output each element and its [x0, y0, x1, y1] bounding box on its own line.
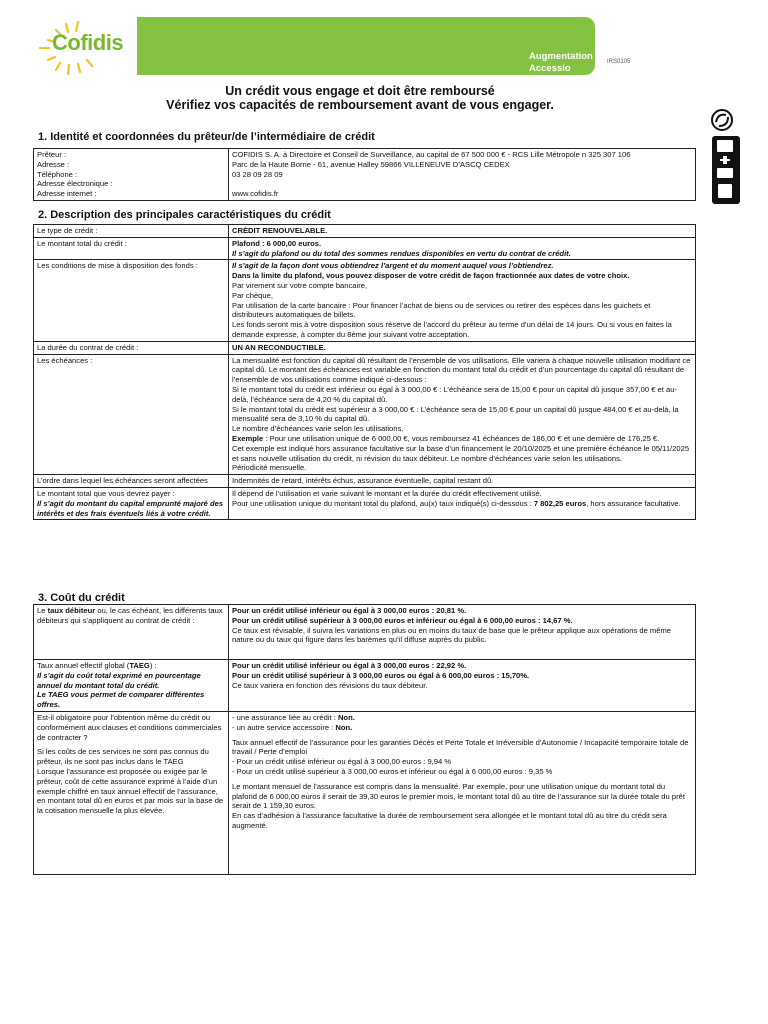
- installments-line-3: Si le montant total du crédit est supérieur à 3 000,00 € : L’échéance sera de 15,00 € pour un capital dû jusque 484,00 € et au-delà, la mensualité sera de 3,10 % du capital dû.: [232, 404, 679, 424]
- installments-line-2: Si le montant total du crédit est inférieur ou égal à 3 000,00 € : L’échéance sera de 15,00 € pour un capital dû jusque 357,00 € et au-delà, l’échéance sera de 4,20 % du capital dû.: [232, 384, 677, 404]
- debit-label-prefix: Le: [37, 606, 48, 615]
- conditions-line-6: Les fonds seront mis à votre disposition sous réserve de l’accord du prêteur au terme d’un délai de 14 jours. Ou si vous en faites la demande expresse, à compter du 8ème jour suivant votre acceptation.: [232, 320, 672, 339]
- value-lender: COFIDIS S. A. à Directoire et Conseil de Surveillance, au capital de 67 500 000 € - RCS Lille Métropole n 325 307 106: [232, 150, 631, 159]
- total-due-suffix: , hors assurance facultative.: [586, 498, 681, 508]
- conditions-line-4: Par chèque,: [232, 290, 273, 300]
- debit-label-suffix: ou, le cas échéant, les différents taux débiteurs qui s’appliquent au contrat de crédit :: [37, 606, 223, 625]
- taeg-note-2: Le TAEG vous permet de comparer différentes offres.: [37, 690, 205, 710]
- taeg-note: Ce taux variera en fonction des révisions du taux débiteur.: [232, 680, 428, 690]
- total-value-cell: [229, 237, 696, 260]
- taeg-cell: [229, 660, 696, 712]
- duration-value: UN AN RECONDUCTIBLE.: [229, 341, 696, 354]
- type-label: Le type de crédit :: [34, 225, 229, 238]
- insurance-linked-value: Non.: [337, 712, 355, 722]
- debit-rate-label: [34, 605, 229, 660]
- taeg-note-1: Il s’agit du coût total exprimé en pourcentage annuel du montant total du crédit.: [37, 670, 201, 690]
- accessory-service-label: - un autre service accessoire :: [232, 722, 336, 732]
- intro-warning: [150, 84, 570, 112]
- cofidis-logo-text: Cofidis: [52, 30, 124, 55]
- conditions-label: Les conditions de mise à disposition des fonds :: [34, 260, 229, 341]
- order-value: Indemnités de retard, intérêts échus, assurance éventuelle, capital restant dû.: [229, 475, 696, 488]
- section-2-title: 2. Description des principales caractéristiques du crédit: [38, 209, 331, 221]
- insurance-rate-intro: Taux annuel effectif de l’assurance pour les garanties Décès et Perte Totale et Irréversible d’Autonomie / Incapacité temporaire totale de travail / Perte d’emploi: [232, 737, 689, 757]
- value-email: [232, 179, 692, 189]
- installments-line-6: Cet exemple est indiqué hors assurance facultative sur la base d’un financement le 20/10/2025 et une première échéance le 05/11/2025 et sans nouvelle utilisation du crédit, ni révision du taux débiteur. Le nombre d’échéances varie selon les utilisations.: [232, 443, 690, 463]
- total-label: Le montant total du crédit :: [34, 237, 229, 260]
- taeg-label-bold: TAEG: [129, 661, 150, 670]
- cost-table: [33, 604, 696, 875]
- conditions-line-2: Dans la limite du plafond, vous pouvez disposer de votre crédit de façon fractionnée aux dates de votre choix.: [232, 271, 630, 281]
- debit-label-bold: taux débiteur: [47, 606, 96, 615]
- sort-bins-icon: [717, 140, 733, 198]
- insurance-label-cell: [34, 711, 229, 874]
- section-1-title: 1. Identité et coordonnées du prêteur/de l’intermédiaire de crédit: [38, 131, 375, 143]
- total-due-line-2: [232, 499, 692, 509]
- taeg-rate-2: Pour un crédit utilisé supérieur à 3 000,00 euros ou égal à 6 000,00 euros : 15,70%.: [232, 670, 530, 680]
- duration-label: La durée du contrat de crédit :: [34, 341, 229, 354]
- taeg-label-cell: [34, 660, 229, 712]
- conditions-line-3: Par virement sur votre compte bancaire,: [232, 280, 368, 290]
- insurance-cell: [229, 711, 696, 874]
- taeg-label-prefix: Taux annuel effectif global (: [37, 661, 130, 670]
- insurance-linked-label: - une assurance liée au crédit :: [232, 712, 338, 722]
- intro-line-1: Un crédit vous engage et doit être remboursé: [225, 84, 495, 98]
- total-note: Il s’agit du plafond ou du total des sommes rendues disponibles en vertu du contrat de crédit.: [232, 248, 571, 258]
- characteristics-table: [33, 224, 696, 520]
- accessory-service-value: Non.: [335, 722, 353, 732]
- installments-label: Les échéances :: [34, 354, 229, 475]
- section-3-title: 3. Coût du crédit: [38, 592, 125, 604]
- value-address: Parc de la Haute Borne - 61, avenue Halley 59866 VILLENEUVE D’ASCQ CEDEX: [232, 159, 510, 169]
- total-value: Plafond : 6 000,00 euros.: [232, 238, 322, 248]
- label-email: Adresse électronique :: [37, 179, 113, 189]
- type-value: CRÉDIT RENOUVELABLE.: [229, 225, 696, 238]
- conditions-line-5: Par utilisation de la carte bancaire : Pour financer l’achat de biens ou de services ou retirer des espèces dans les guichets et distributeurs automatiques de billets.: [232, 300, 651, 320]
- total-due-label: Le montant total que vous devrez payer :: [37, 488, 175, 498]
- taeg-label-suffix: ) :: [149, 661, 157, 670]
- banner-line-1: Augmentation: [529, 51, 593, 62]
- label-website: Adresse internet :: [37, 189, 97, 199]
- total-due-note: Il s’agit du montant du capital emprunté majoré des intérêts et des frais éventuels liés à votre crédit.: [37, 498, 224, 518]
- installments-line-1: La mensualité est fonction du capital dû résultant de l’ensemble de vos utilisations. Elle variera à chaque nouvelle utilisation modifiant ce capital dû. Le montant des échéances est variable en fonction du montant total du crédit et d’un pourcentage du capital dû résultant de l’ensemble de vos utilisations comme indiqué ci-dessous :: [232, 355, 691, 385]
- banner-line-2: Accessio: [529, 63, 571, 74]
- insurance-rate-1: - Pour un crédit utilisé inférieur ou égal à 3 000,00 euros : 9,94 %: [232, 757, 452, 767]
- banner-title: [529, 51, 593, 75]
- total-due-cell: [229, 487, 696, 519]
- debit-rate-1: Pour un crédit utilisé inférieur ou égal à 3 000,00 euros : 20,81 %.: [232, 606, 467, 615]
- insurance-question: Est-il obligatoire pour l’obtention même du crédit ou conformément aux clauses et conditions commerciales de contracter ?: [37, 712, 222, 742]
- identity-values: [229, 149, 696, 201]
- installments-cell: [229, 354, 696, 475]
- debit-rate-cell: [229, 605, 696, 660]
- installments-line-4: Le nombre d’échéances varie selon les utilisations.: [232, 424, 404, 434]
- insurance-taeg-note: Si les coûts de ces services ne sont pas connus du prêteur, ils ne sont pas inclus dans le TAEG: [37, 747, 209, 767]
- identity-table: [33, 148, 696, 201]
- value-phone: 03 28 09 28 09: [232, 169, 283, 179]
- insurance-cost-note: Lorsque l’assurance est proposée ou exigée par le prêteur, coût de cette assurance exprimé à l’aide d’un exemple chiffré en taux annuel effectif de l’assurance, en montant total dû en euros et par mois sur la base de la cotisation mensuelle la plus élevée.: [37, 766, 224, 816]
- example-text: : Pour une utilisation unique de 6 000,00 €, vous remboursez 41 échéances de 186,00 € et une dernière de 176,25 €.: [263, 433, 660, 443]
- insurance-monthly-example: Le montant mensuel de l’assurance est compris dans la mensualité. Par exemple, pour une utilisation unique du montant total du plafond de 6 000,00 euros il serait de 39,30 euros le premier mois, le montant total dû au titre de l’assurance sur la durée totale du prêt serait de 1 159,30 euros.: [232, 781, 685, 811]
- identity-labels: [34, 149, 229, 201]
- doc-code: IRS0105: [607, 59, 631, 65]
- debit-rate-note: Ce taux est révisable, il suivra les variations en plus ou en moins du taux de base que le prêteur applique aux opérations de même nature ou du taux qui figure dans les barèmes qu’il diffuse auprès du public.: [232, 625, 672, 645]
- value-website[interactable]: www.cofidis.fr: [232, 189, 279, 199]
- example-label: Exemple: [232, 433, 264, 443]
- recycle-icon: [712, 110, 732, 130]
- conditions-line-1: Il s’agit de la façon dont vous obtiendrez l’argent et du moment auquel vous l’obtiendrez.: [232, 261, 554, 271]
- intro-line-2: Vérifiez vos capacités de remboursement avant de vous engager.: [166, 98, 554, 112]
- total-due-amount: 7 802,25 euros: [533, 498, 587, 508]
- total-due-label-cell: [34, 487, 229, 519]
- installments-line-7: Périodicité mensuelle.: [232, 463, 307, 473]
- insurance-rate-2: - Pour un crédit utilisé supérieur à 3 000,00 euros et inférieur ou égal à 6 000,00 euros : 9,35 %: [232, 766, 553, 776]
- total-due-intro: Pour une utilisation unique du montant total du plafond, au(x) taux indiqué(s) ci-dessous :: [232, 498, 534, 508]
- order-label: L’ordre dans lequel les échéances seront affectées: [34, 475, 229, 488]
- label-phone: Téléphone :: [37, 169, 78, 179]
- label-address: Adresse :: [37, 159, 70, 169]
- header-banner: [137, 17, 595, 75]
- total-due-line-1: Il dépend de l’utilisation et varie suivant le montant et la durée du crédit effectivement utilisé.: [232, 488, 542, 498]
- conditions-cell: [229, 260, 696, 341]
- label-lender: Prêteur :: [37, 150, 67, 159]
- insurance-optional-note: En cas d’adhésion à l’assurance facultative la durée de remboursement sera allongée et le montant total dû au titre du crédit sera augmenté.: [232, 811, 667, 830]
- installments-example: [232, 434, 692, 444]
- debit-rate-2: Pour un crédit utilisé supérieur à 3 000,00 euros et inférieur ou égal à 6 000,00 euros : 14,67 %.: [232, 615, 573, 625]
- recycling-info-panel: [708, 108, 742, 208]
- taeg-rate-1: Pour un crédit utilisé inférieur ou égal à 3 000,00 euros : 22,92 %.: [232, 661, 467, 670]
